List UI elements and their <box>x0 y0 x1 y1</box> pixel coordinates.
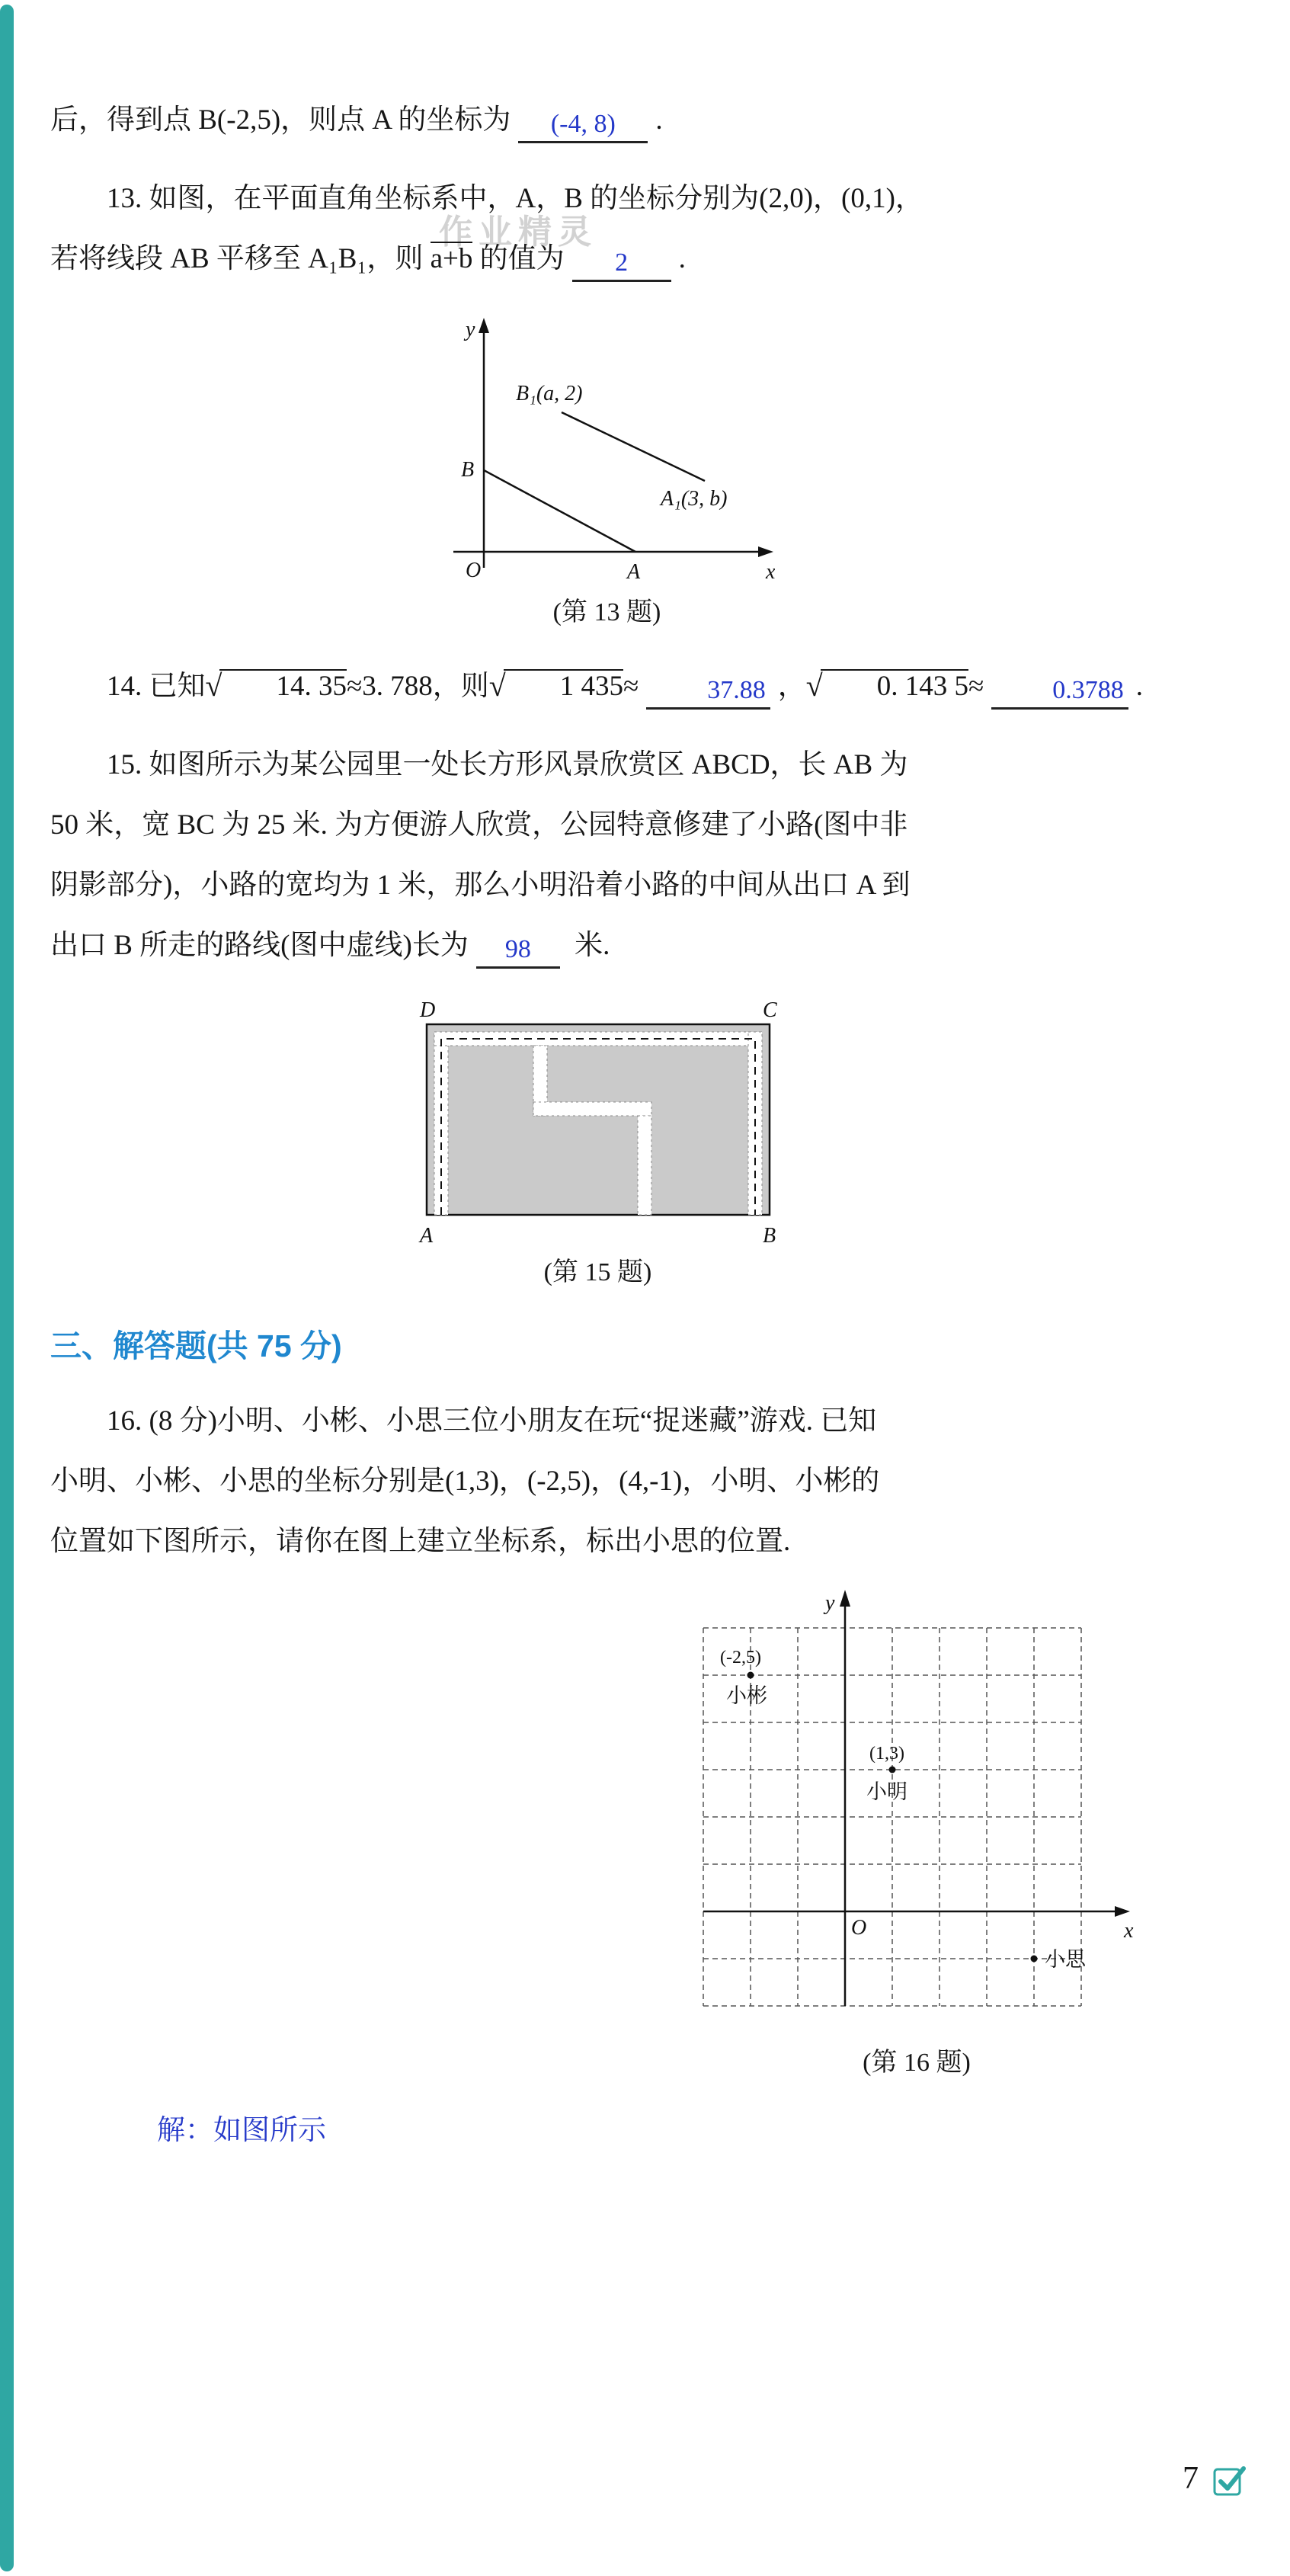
label-origin: O <box>465 559 481 582</box>
radicand-3: 0. 143 5 <box>821 669 968 702</box>
q15-line4-pre: 出口 B 所走的路线(图中虚线)长为 <box>50 930 469 961</box>
q16-line2: 小明、小彬、小思的坐标分别是(1,3)，(-2,5)，(4,-1)，小明、小彬的 <box>50 1466 880 1497</box>
x-axis-arrow <box>758 546 773 557</box>
figure-16-caption: (第 16 题) <box>863 2049 971 2077</box>
label-x: x <box>1124 1919 1134 1943</box>
q15-line1: 15. 如图所示为某公园里一处长方形风景欣赏区 ABCD，长 AB 为 <box>107 749 908 780</box>
label-y: y <box>825 1591 835 1615</box>
segment-B1A1 <box>562 412 705 481</box>
label-D: D <box>419 998 435 1022</box>
q14-text-1: 14. 已知 <box>107 671 206 702</box>
path-strip-step-2 <box>533 1102 651 1116</box>
radicand-1: 14. 35 <box>219 669 347 702</box>
q14-text-4: ， <box>777 671 806 702</box>
label-xiaobin-coord: (-2,5) <box>720 1648 761 1668</box>
park-rectangle <box>427 1024 770 1215</box>
figure-15-park-diagram <box>400 994 796 1249</box>
q13-line2-post: 的值为 <box>472 243 565 274</box>
q12-text: 后，得到点 B(-2,5)，则点 A 的坐标为 <box>50 104 511 136</box>
label-xiaobin: 小彬 <box>726 1684 767 1707</box>
watermark: 作业精灵 <box>439 213 597 251</box>
sqrt-expression-2 <box>488 668 623 703</box>
figure-16-grid <box>673 1582 1160 2039</box>
solution-text: 解：如图所示 <box>157 2115 326 2146</box>
sqrt-expression-3 <box>805 668 968 703</box>
point-xiaosi <box>1031 1956 1038 1962</box>
label-xiaoming-coord: (1,3) <box>869 1744 904 1764</box>
label-A1: A₁(3, b) <box>660 487 727 511</box>
q13-line2-pre: 若将线段 AB 平移至 A₁B₁，则 <box>50 243 431 274</box>
q14-answer-2: 0.3788 <box>1052 676 1124 704</box>
question-14 <box>50 655 1237 716</box>
figure-15 <box>5 994 1191 1296</box>
q13-line1: 13. 如图，在平面直角坐标系中，A，B 的坐标分别为(2,0)，(0,1)， <box>107 183 923 214</box>
label-xiaosi: 小思 <box>1045 1948 1086 1971</box>
radical-sign: √ <box>205 668 222 703</box>
figure-13 <box>14 315 1200 636</box>
q13-answer-blank <box>572 245 671 282</box>
point-xiaoming <box>889 1767 896 1773</box>
q15-line4-post: 米. <box>567 930 610 961</box>
q14-answer-1: 37.88 <box>707 676 766 704</box>
check-box <box>1215 2469 1240 2494</box>
q12-period: . <box>655 104 663 136</box>
point-xiaobin <box>747 1672 754 1679</box>
q14-text-5: ≈ <box>968 671 984 702</box>
q13-period: . <box>678 243 686 274</box>
q15-answer: 98 <box>504 935 531 963</box>
q15-line3: 阴影部分)，小路的宽均为 1 米，那么小明沿着小路的中间从出口 A 到 <box>50 870 911 901</box>
question-15 <box>50 735 1237 976</box>
q12-answer-blank <box>518 107 648 143</box>
radical-sign: √ <box>805 668 823 703</box>
label-A: A <box>419 1224 433 1248</box>
q13-expression: a+b <box>430 243 473 274</box>
q15-answer-blank <box>476 932 560 969</box>
segment-BA <box>484 470 635 552</box>
y-axis-arrow <box>479 318 489 333</box>
check-icon <box>1211 2462 1247 2498</box>
q14-answer-blank-2 <box>991 673 1128 710</box>
figure-13-caption: (第 13 题) <box>552 598 661 626</box>
label-origin: O <box>851 1916 867 1940</box>
q14-text-3: ≈ <box>623 671 639 702</box>
label-xiaoming: 小明 <box>866 1780 907 1803</box>
question-13 <box>50 168 1237 289</box>
label-B1: B₁(a, 2) <box>515 382 582 405</box>
q13-answer: 2 <box>615 248 629 277</box>
radicand-2: 1 435 <box>504 669 623 702</box>
label-y: y <box>465 318 475 341</box>
label-x: x <box>765 560 775 584</box>
page-footer <box>1183 2459 1247 2498</box>
section-heading: 三、解答题(共 75 分) <box>50 1328 342 1363</box>
label-B: B <box>460 458 474 482</box>
question-16 <box>50 1391 1237 1572</box>
q16-line3: 位置如下图所示，请你在图上建立坐标系，标出小思的位置. <box>50 1526 791 1557</box>
path-strip-step-3 <box>638 1116 651 1215</box>
q14-line <box>50 655 1237 716</box>
label-C: C <box>762 998 777 1022</box>
figure-16 <box>665 1582 1168 2087</box>
y-axis-arrow <box>840 1590 850 1607</box>
q12-line <box>50 90 1237 150</box>
q15-line2: 50 米，宽 BC 为 25 米. 为方便游人欣赏，公园特意修建了小路(图中非 <box>50 809 908 841</box>
q12-answer: (-4, 8) <box>550 110 616 138</box>
q16-line1: 16. (8 分)小明、小彬、小思三位小朋友在玩“捉迷藏”游戏. 已知 <box>107 1405 877 1437</box>
sqrt-expression-1 <box>205 668 347 703</box>
figure-15-caption: (第 15 题) <box>543 1258 652 1286</box>
q14-text-6: . <box>1135 671 1144 702</box>
q14-answer-blank-1 <box>646 673 770 710</box>
x-axis-arrow <box>1115 1906 1130 1917</box>
q15-line4 <box>50 915 1237 976</box>
label-B: B <box>762 1224 776 1248</box>
label-A: A <box>626 560 640 584</box>
page-number: 7 <box>1183 2461 1199 2496</box>
radical-sign: √ <box>488 668 506 703</box>
q13-line2 <box>50 229 1237 289</box>
q14-text-2: ≈3. 788，则 <box>346 671 489 702</box>
figure-13-graph <box>440 315 775 589</box>
